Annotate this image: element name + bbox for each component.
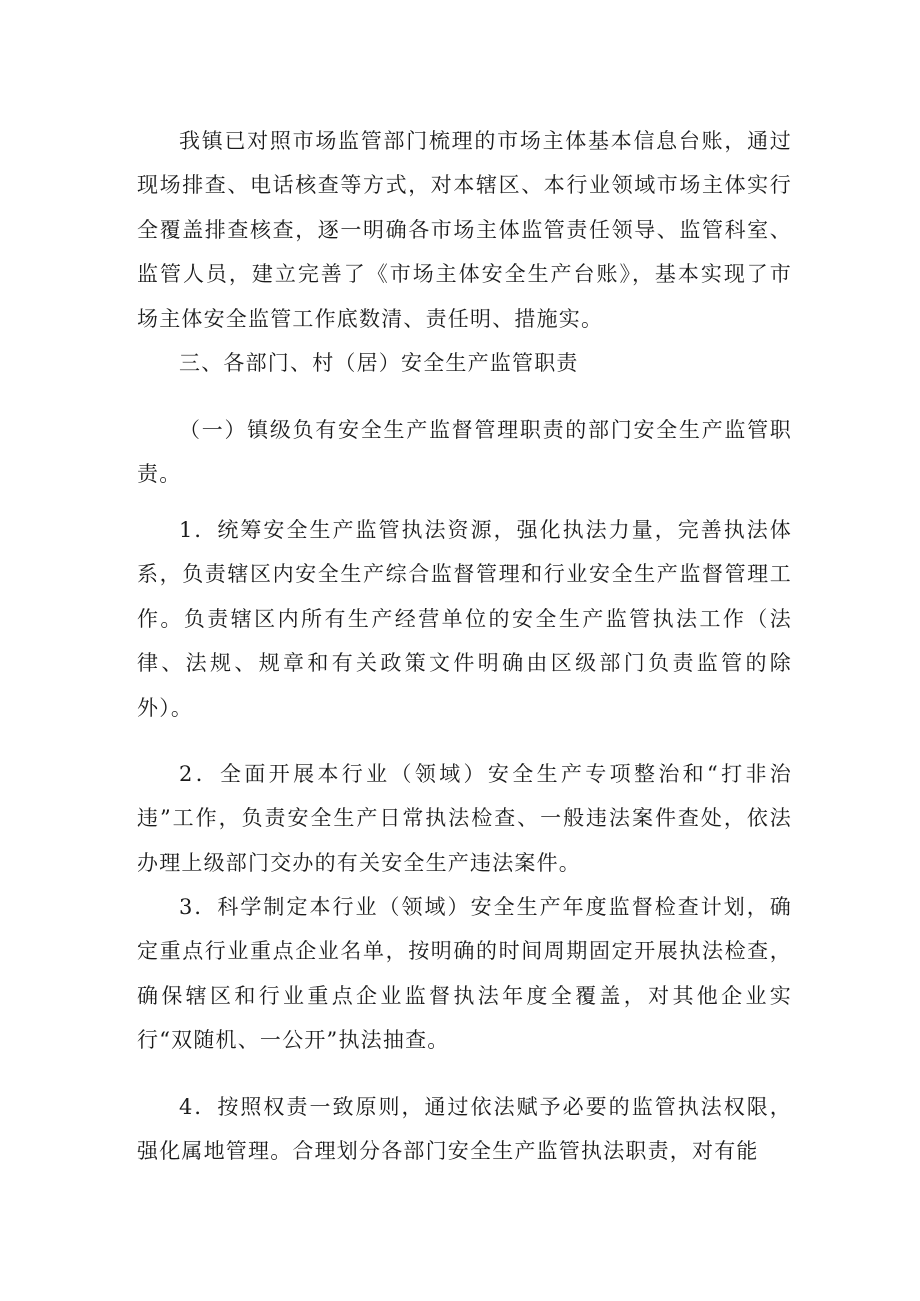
section-heading: 三、各部门、村（居）安全生产监管职责 xyxy=(179,351,579,375)
paragraph-item-3: 3．科学制定本行业（领域）安全生产年度监督检查计划，确定重点行业重点企业名单，按明确的时间周期固定开展执法检查，确保辖区和行业重点企业监督执法年度全覆盖，对其他企业实行“双随机、一公开”执法抽查。 xyxy=(137,895,792,1053)
paragraph-item-2: 2．全面开展本行业（领域）安全生产专项整治和“打非治违”工作，负责安全生产日常执法检查、一般违法案件查处，依法办理上级部门交办的有关安全生产违法案件。 xyxy=(137,762,792,875)
paragraph-item-4: 4．按照权责一致原则，通过依法赋予必要的监管执法权限，强化属地管理。合理划分各部门安全生产监管执法职责，对有能 xyxy=(137,1095,792,1164)
paragraph-ledger: 我镇已对照市场监管部门梳理的市场主体基本信息台账，通过现场排查、电话核查等方式，对本辖区、本行业领域市场主体实行全覆盖排查核查，逐一明确各市场主体监管责任领导、监管科室、监管人员，建立完善了《市场主体安全生产台账》，基本实现了市场主体安全监管工作底数清、责任明、措施实。 xyxy=(137,129,792,331)
subsection-heading: （一）镇级负有安全生产监督管理职责的部门安全生产监管职责。 xyxy=(137,418,792,487)
paragraph-item-1: 1．统筹安全生产监管执法资源，强化执法力量，完善执法体系，负责辖区内安全生产综合监督管理和行业安全生产监督管理工作。负责辖区内所有生产经营单位的安全生产监管执法工作（法律、法规、规章和有关政策文件明确由区级部门负责监管的除外）。 xyxy=(137,518,792,720)
